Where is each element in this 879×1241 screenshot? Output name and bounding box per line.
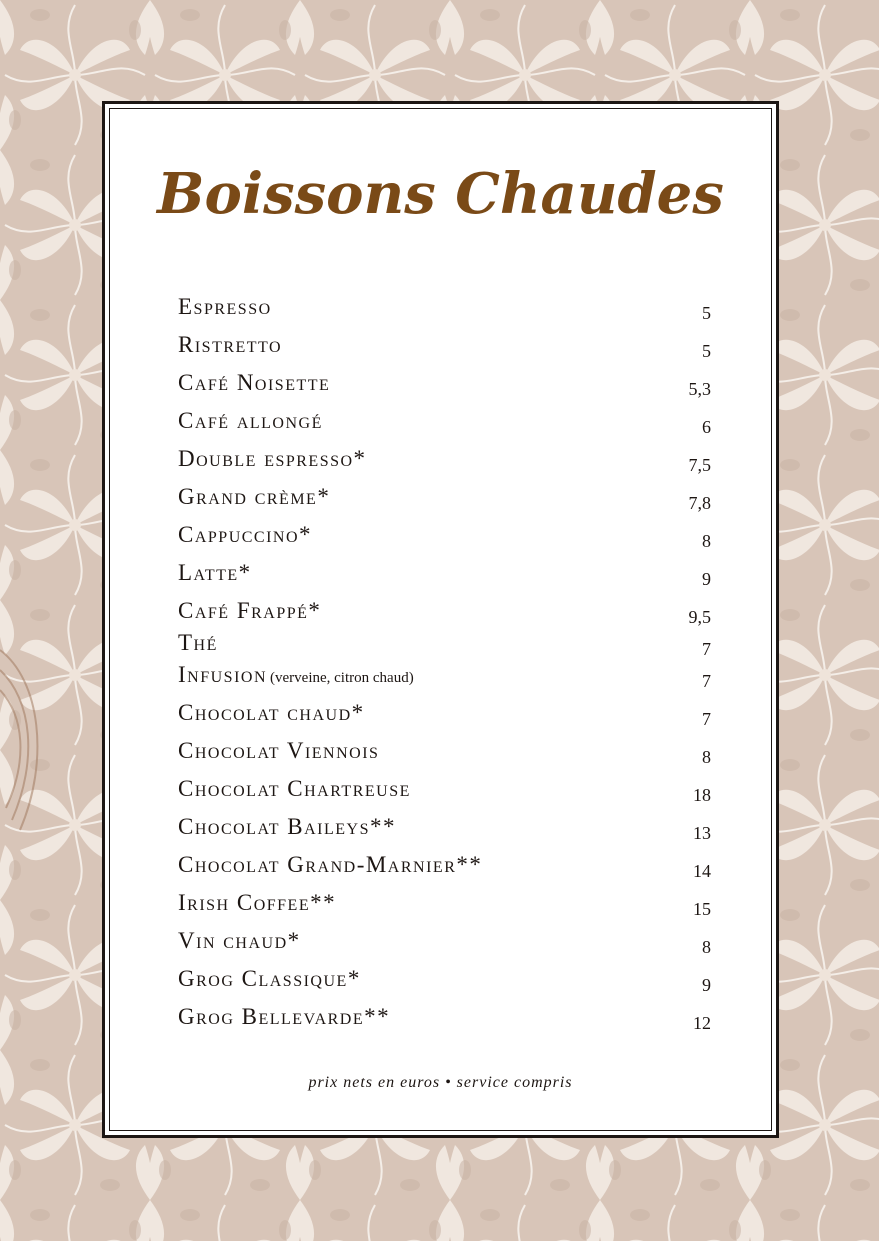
item-name: Grog Bellevarde** [178, 1004, 391, 1029]
item-price: 5 [702, 303, 711, 323]
item-price: 9,5 [688, 607, 711, 627]
menu-item [178, 326, 711, 364]
item-name: Chocolat Viennois [178, 738, 380, 763]
menu-item [178, 998, 711, 1036]
item-name: Chocolat chaud* [178, 700, 365, 725]
menu-item [178, 630, 711, 662]
item-name: Grand crème* [178, 484, 331, 509]
item-price: 8 [702, 937, 711, 957]
item-name: Thé [178, 630, 218, 655]
item-price: 9 [702, 975, 711, 995]
menu-item [178, 554, 711, 592]
menu-list [178, 288, 711, 1036]
menu-item [178, 808, 711, 846]
menu-item [178, 288, 711, 326]
footer-note: prix nets en euros • service compris [308, 1074, 573, 1091]
item-name: Grog Classique* [178, 966, 361, 991]
item-price: 12 [693, 1013, 711, 1033]
item-price: 7,5 [688, 455, 711, 475]
item-price: 8 [702, 747, 711, 767]
menu-item [178, 732, 711, 770]
menu-item [178, 592, 711, 630]
item-name: Double espresso* [178, 446, 367, 471]
item-name: Café allongé [178, 408, 323, 433]
item-price: 7 [702, 709, 711, 729]
item-name: Irish Coffee** [178, 890, 337, 915]
item-price: 8 [702, 531, 711, 551]
item-name: Chocolat Chartreuse [178, 776, 411, 801]
item-name: Ristretto [178, 332, 283, 357]
item-price: 7 [702, 639, 711, 659]
item-name: Chocolat Baileys** [178, 814, 396, 839]
menu-item [178, 694, 711, 732]
item-note: (verveine, citron chaud) [270, 670, 414, 686]
menu-item [178, 478, 711, 516]
menu-item [178, 440, 711, 478]
menu-title: Boissons Chaudes [157, 161, 724, 227]
item-price: 6 [702, 417, 711, 437]
item-name-text: Infusion [178, 662, 268, 687]
item-price: 14 [693, 861, 711, 881]
item-name: Latte* [178, 560, 252, 585]
item-name: Chocolat Grand-Marnier** [178, 852, 483, 877]
item-price: 13 [693, 823, 711, 843]
item-name: Café Noisette [178, 370, 331, 395]
item-name: Cappuccino* [178, 522, 313, 547]
menu-item [178, 960, 711, 998]
item-name: Espresso [178, 294, 272, 319]
item-price: 5,3 [688, 379, 711, 399]
menu-item [178, 846, 711, 884]
menu-item [178, 516, 711, 554]
menu-item [178, 402, 711, 440]
item-price: 9 [702, 569, 711, 589]
menu-item [178, 662, 711, 694]
item-price: 7,8 [688, 493, 711, 513]
menu-item [178, 364, 711, 402]
item-price: 5 [702, 341, 711, 361]
item-price: 15 [693, 899, 711, 919]
item-name: Vin chaud* [178, 928, 301, 953]
menu-card [102, 101, 779, 1138]
item-price: 7 [702, 671, 711, 691]
item-name [178, 662, 414, 688]
menu-item [178, 884, 711, 922]
item-name: Café Frappé* [178, 598, 322, 623]
menu-item [178, 770, 711, 808]
menu-item [178, 922, 711, 960]
item-price: 18 [693, 785, 711, 805]
